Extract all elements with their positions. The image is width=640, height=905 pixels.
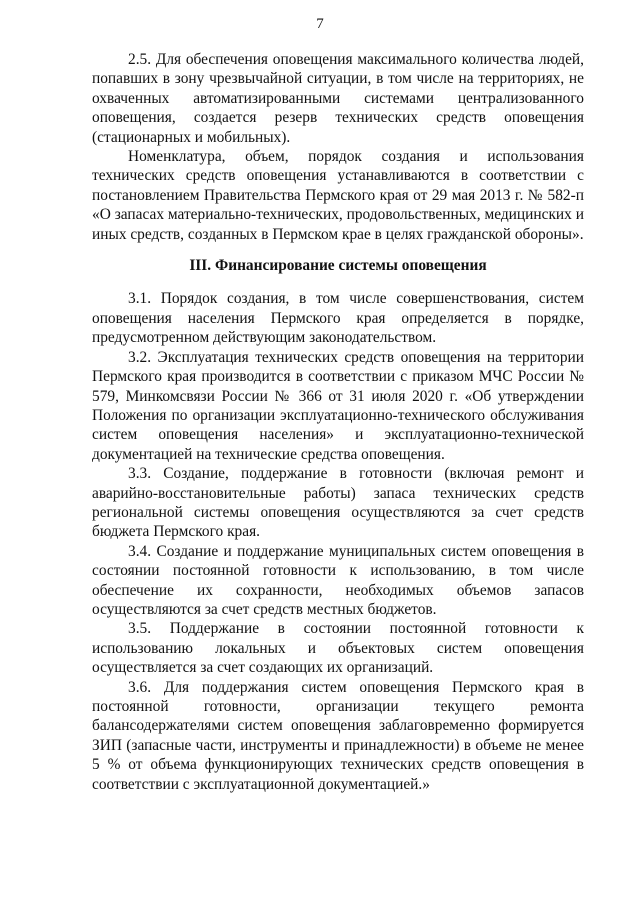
paragraph-3-4: 3.4. Создание и поддержание муниципальных систем оповещения в состоянии постоянной готовности к использованию, в том числе обеспечение их сохранности, необходимых объемов запасов осуществляются за счет средств местных бюджетов. — [92, 542, 584, 618]
paragraph-2-5: 2.5. Для обеспечения оповещения максимального количества людей, попавших в зону чрезвычайной ситуации, в том числе на территориях, не охваченных автоматизированными системами централизованного оповещения, создается резерв технических средств оповещения (стационарных и мобильных). — [92, 51, 584, 146]
paragraph-3-6: 3.6. Для поддержания систем оповещения Пермского края в постоянной готовности, организации текущего ремонта балансодержателями систем оповещения заблаговременно формируется ЗИП (запасные части, инструменты и принадлежности) в объеме не менее 5 % от объема функционирующих технических средств оповещения в соответствии с эксплуатационной документацией.» — [92, 678, 584, 793]
document-body — [92, 50, 584, 794]
page-number: 7 — [316, 16, 324, 32]
paragraph-3-2: 3.2. Эксплуатация технических средств оповещения на территории Пермского края производится в соответствии с приказом МЧС России № 579, Минкомсвязи России № 366 от 31 июля 2020 г. «Об утверждении Положения по организации эксплуатационно-технического обслуживания систем оповещения населения» и эксплуатационно-технической документацией на технические средства оповещения. — [92, 348, 584, 463]
paragraph-3-5: 3.5. Поддержание в состоянии постоянной готовности к использованию локальных и объектовых систем оповещения осуществляется за счет создающих их организаций. — [92, 620, 584, 677]
paragraph-3-3: 3.3. Создание, поддержание в готовности (включая ремонт и аварийно-восстановительные работы) запаса технических средств региональной системы оповещения осуществляются за счет средств бюджета Пермского края. — [92, 465, 584, 541]
paragraph-3-1: 3.1. Порядок создания, в том числе совершенствования, систем оповещения населения Пермского края определяется в порядке, предусмотренном действующим законодательством. — [92, 290, 584, 347]
section-heading: III. Финансирование системы оповещения — [189, 257, 487, 275]
paragraph-nomenclature: Номенклатура, объем, порядок создания и использования технических средств оповещения устанавливаются в соответствии с постановлением Правительства Пермского края от 29 мая 2013 г. № 582-п «О запасах материально-технических, продовольственных, медицинских и иных средств, созданных в Пермском крае в целях гражданской обороны». — [92, 148, 584, 243]
